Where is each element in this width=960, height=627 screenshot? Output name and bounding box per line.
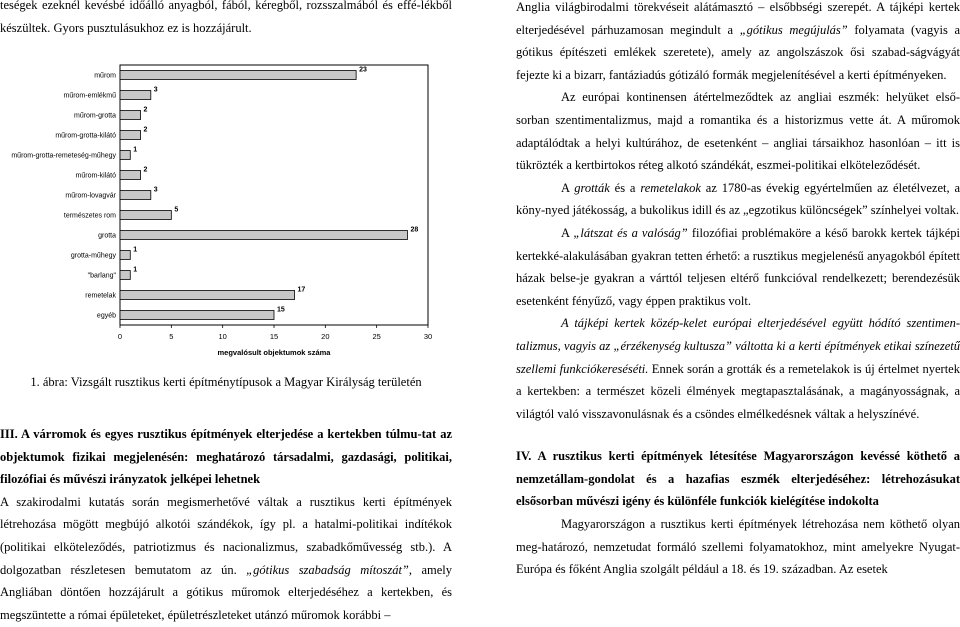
bar [120, 131, 141, 140]
bar [120, 291, 295, 300]
value-label: 1 [133, 146, 138, 154]
paragraph-6: Magyarországon a rusztikus kerti építmények létrehozása nem köthető olyan meg-határozó, nemzetudat formáló szellemi folyamatokhoz, mint amelyekre Nyugat-Európa és főként Anglia szolgált például a 18. és 19. században. Az esetek [516, 517, 960, 577]
bar [120, 211, 171, 220]
body-text: az 1780-as évekig egyértelműen az életélvezet, a köny-nyed játékosság, a bukolikus idill és az „egzotikus különcségek” színhelyei voltak. [516, 180, 960, 218]
x-axis-label: megvalósult objektumok száma [217, 348, 331, 357]
value-label: 23 [359, 66, 367, 74]
x-tick-label: 20 [321, 332, 330, 341]
paragraph-2: Az európai kontinensen átértelmeződtek az angliai eszmék: helyüket első-sorban szentimentalizmus, majd a romantika és a historizmus vette át. A műromok adaptálódtak a helyi kultúrához, de esetenként – angliai társaikhoz hasonlóan – itt is tükrözték a kertbirtokos réteg alkotó szándékát, eszmei-politikai elköteleződését. [516, 90, 960, 173]
category-label: természetes rom [63, 212, 116, 220]
body-text: Anglia világbirodalmi törekvéseit alátámasztó – elsőbbségi szerepét. A tájképi kertek elterjedésével párhuzamosan megindult a [516, 0, 960, 37]
paragraph-4 [516, 222, 960, 312]
x-tick-label: 5 [169, 332, 174, 341]
bar [120, 151, 130, 160]
category-label: műrom-grotta-kilátó [55, 132, 116, 140]
x-tick-label: 0 [117, 332, 123, 341]
category-label: "barlang" [87, 272, 116, 280]
category-label: grotta-műhegy [70, 252, 116, 260]
figure-caption: 1. ábra: Vizsgált rusztikus kerti építménytípusok a Magyar Királyság területén [30, 375, 422, 389]
x-tick-label: 30 [423, 332, 433, 341]
body-text: A [561, 180, 575, 195]
figure-1 [0, 62, 452, 362]
italic-term: grották [574, 180, 610, 195]
body-text: folyamata (vagyis a gótikus építészeti emlékek szeretete), amely az angolszászok ősi szabad-ságvágyát fejezte ki a bizarr, fantáziadús gótizáló formák megjelenítésével a kerti építményeken. [516, 22, 960, 82]
paragraph-5 [516, 312, 960, 425]
italic-text: A tájképi kertek közép-kelet európai elterjedésével együtt hódító szentimen-talizmus, vagyis az „érzékenység kultusza” váltotta ki a kerti építmények etikai színezetű szellemi funkciókereséséti. [516, 316, 960, 376]
value-label: 2 [143, 126, 148, 134]
italic-term: „látszat és a valóság” [573, 225, 688, 240]
paragraph-1 [516, 0, 960, 86]
bar [120, 271, 130, 280]
section-heading-iv: IV. A rusztikus kerti építmények létesítése Magyarországon kevéssé köthető a nemzetállam-gondolat és a hazafias eszmék elterjedéséhez: létrehozásukat elsősorban művészi igény és különféle funkciók kielégítése indokolta [516, 449, 960, 509]
body-paragraph-1 [0, 491, 452, 627]
value-label: 1 [133, 266, 138, 274]
bar [120, 231, 407, 240]
category-label: egyéb [96, 312, 116, 320]
value-label: 3 [153, 186, 158, 194]
category-label: grotta [98, 232, 116, 240]
x-tick-label: 10 [218, 332, 227, 341]
spacer [516, 425, 960, 445]
bar [120, 111, 141, 120]
italic-term: remetelakok [640, 180, 701, 195]
bar [120, 171, 141, 180]
bar [120, 71, 356, 80]
italic-term: „gótikus megújulás” [739, 22, 848, 37]
body-text: és a [609, 180, 641, 195]
left-body [0, 423, 452, 626]
bar [120, 251, 130, 260]
category-label: remetelak [85, 292, 116, 300]
bar [120, 91, 151, 100]
category-label: műrom [94, 72, 116, 80]
value-label: 2 [143, 166, 148, 174]
value-label: 17 [297, 286, 306, 294]
category-label: műrom-lovagvár [65, 192, 116, 200]
body-text: , amely Angliában döntően hozzájárult a gótikus műromok elterjedéséhez a kertekben, és megszüntette a római épületeket, épületrészleteket utánzó műromok korábbi – [0, 562, 452, 622]
body-text: Ennek során a grották és a remetelakok is új értelmet nyertek a kertekben: a természet közeli élmények megtapasztalásának, a magányosságnak, a világtól való visszavonulásnak és a csöndes elmélkedésnek váltak a helyszínévé. [516, 361, 960, 421]
x-tick-label: 25 [372, 332, 381, 341]
x-tick-label: 15 [269, 332, 279, 341]
plot-area [120, 65, 428, 325]
value-label: 1 [133, 246, 138, 254]
bar [120, 191, 151, 200]
value-label: 3 [153, 86, 158, 94]
bar-chart [0, 62, 452, 362]
body-text: A szakirodalmi kutatás során megismerhetővé váltak a rusztikus kerti építmények létrehozása mögött megbújó alkotói szándékok, így pl. a hatalmi-politikai indítékok (politikai elköteleződés, patriotizmus és nacionalizmus, szabadkőművesség stb.). A dolgozatban részletesen bemutatom az ún. [0, 494, 452, 577]
value-label: 28 [410, 226, 419, 234]
category-label: műrom-grotta-remeteség-műhegy [11, 152, 116, 160]
category-label: műrom-kilátó [75, 172, 116, 180]
category-label: műrom-emlékmű [63, 92, 116, 100]
intro-paragraph: teségek ezeknél kevésbé időálló anyagból, fából, kéregből, rozsszalmából és effé-lékből készültek. Gyors pusztulásukhoz ez is hozzájárult. [0, 0, 452, 35]
bar [120, 311, 274, 320]
italic-term: „gótikus szabadság mítoszát” [246, 562, 409, 577]
right-body [516, 0, 960, 581]
body-text: A [561, 225, 574, 240]
value-label: 5 [174, 206, 179, 214]
category-label: műrom-grotta [73, 112, 116, 120]
value-label: 15 [277, 306, 285, 314]
value-label: 2 [143, 106, 148, 114]
section-heading-iii: III. A várromok és egyes rusztikus építmények elterjedése a kertekben túlmu-tat az objektumok fizikai megjelenésén: meghatározó társadalmi, gazdasági, politikai, filozófiai és művészi irányzatok jelképei lehetnek [0, 427, 452, 487]
paragraph-3 [516, 177, 960, 222]
body-text: filozófiai problémaköre a késő barokk kertek tájképi kertekké-alakulásában gyakran tetten érhető: a rusztikus megjelenésű anyagokból épített házak belse-je gyakran a várttól teljesen eltérő funkcióval rendelkezett; berendezésük esetenként fényűző, vagy éppen praktikus volt. [516, 225, 960, 308]
